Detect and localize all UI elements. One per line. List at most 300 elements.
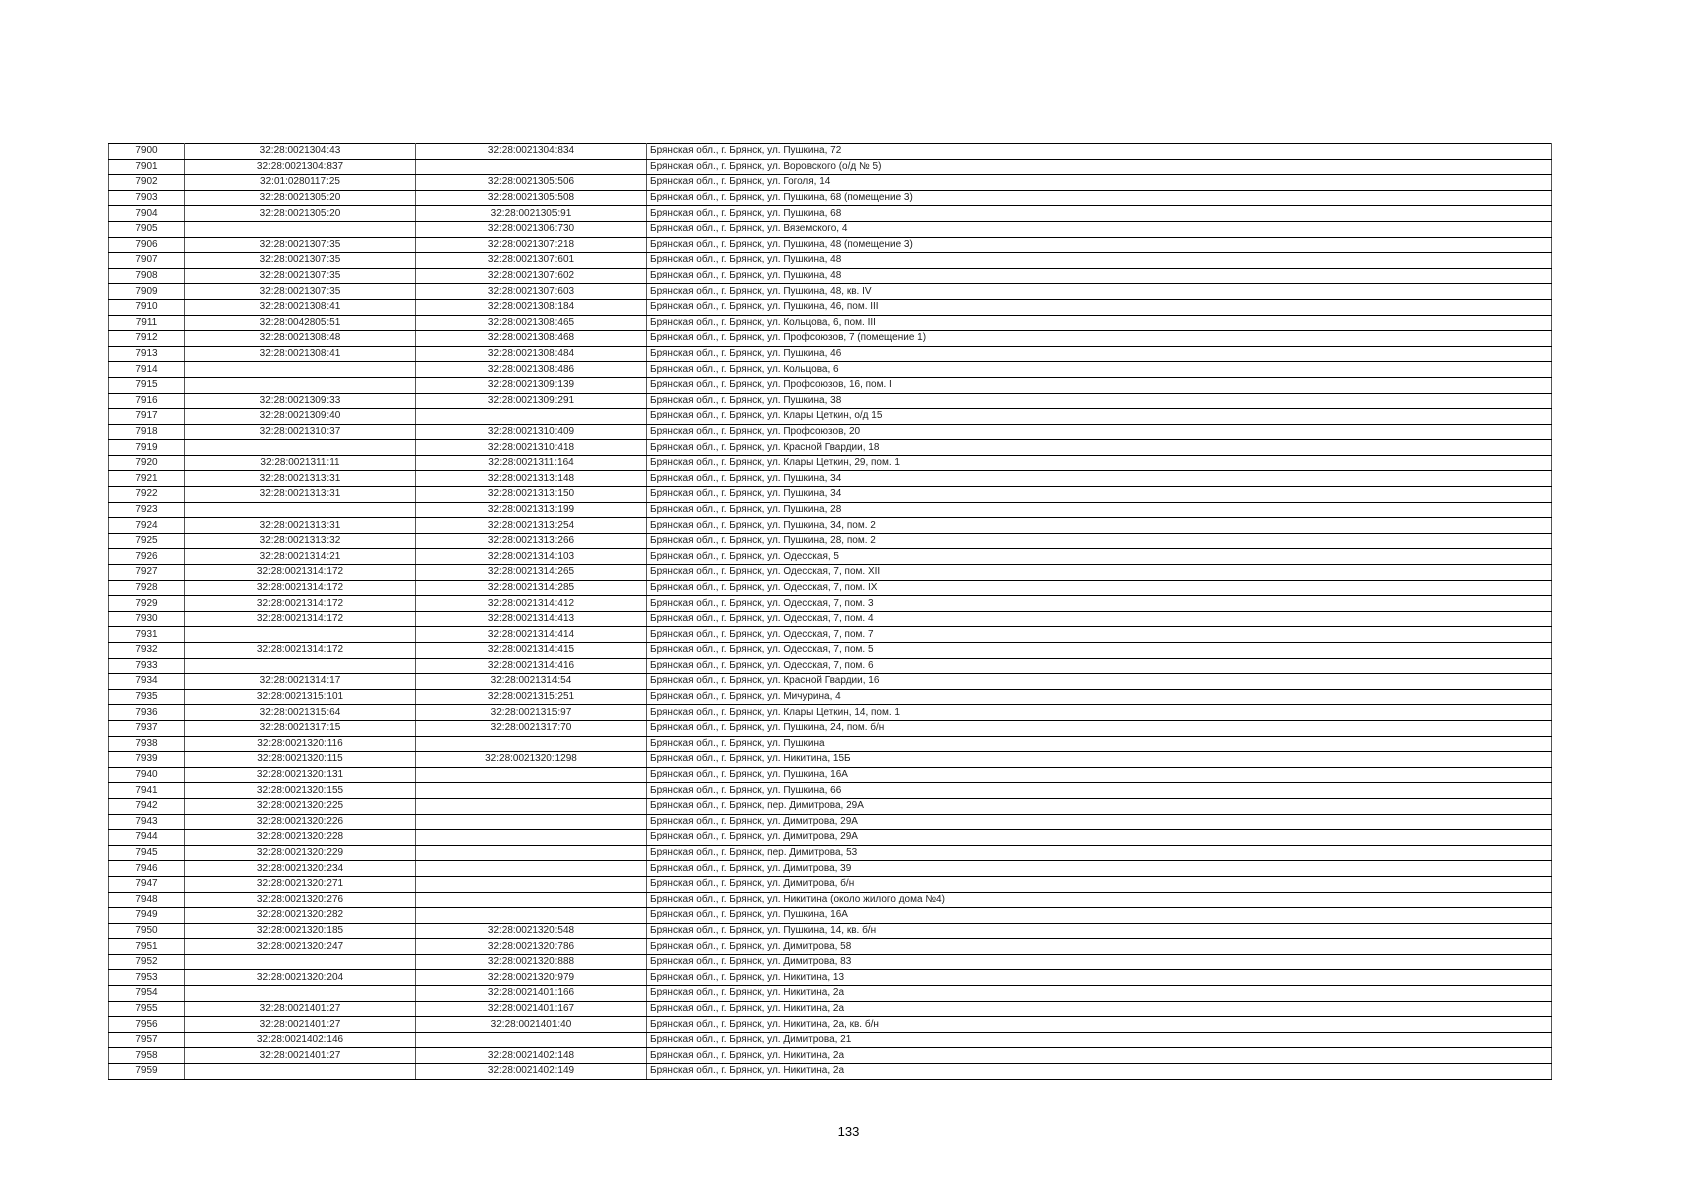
address-cell: Брянская обл., г. Брянск, пер. Димитрова, 53 <box>647 845 1552 861</box>
address-cell: Брянская обл., г. Брянск, ул. Одесская, 7, пом. 7 <box>647 627 1552 643</box>
cadastral-number-cell: 32:28:0021314:172 <box>185 596 416 612</box>
address-cell: Брянская обл., г. Брянск, ул. Пушкина, 68 <box>647 206 1552 222</box>
cadastral-number-cell <box>185 377 416 393</box>
cadastral-number-cell <box>185 954 416 970</box>
address-cell: Брянская обл., г. Брянск, ул. Пушкина, 34 <box>647 471 1552 487</box>
cadastral-number-cell: 32:28:0021314:17 <box>185 674 416 690</box>
address-cell: Брянская обл., г. Брянск, ул. Воровского (о/д № 5) <box>647 159 1552 175</box>
row-number-cell: 7914 <box>109 362 185 378</box>
cadastral-number-cell: 32:28:0021314:172 <box>185 643 416 659</box>
object-cadastral-number-cell: 32:28:0021305:508 <box>416 190 647 206</box>
row-number-cell: 7925 <box>109 533 185 549</box>
address-cell: Брянская обл., г. Брянск, ул. Пушкина, 46 <box>647 346 1552 362</box>
object-cadastral-number-cell: 32:28:0021320:888 <box>416 954 647 970</box>
row-number-cell: 7909 <box>109 284 185 300</box>
cadastral-number-cell: 32:28:0021308:41 <box>185 299 416 315</box>
address-cell: Брянская обл., г. Брянск, ул. Никитина, 2а <box>647 1064 1552 1080</box>
cadastral-number-cell: 32:28:0021320:247 <box>185 939 416 955</box>
address-cell: Брянская обл., г. Брянск, ул. Одесская, 7, пом. 3 <box>647 596 1552 612</box>
row-number-cell: 7951 <box>109 939 185 955</box>
registry-table <box>108 143 1552 1080</box>
object-cadastral-number-cell: 32:28:0021401:167 <box>416 1001 647 1017</box>
object-cadastral-number-cell: 32:28:0021314:412 <box>416 596 647 612</box>
object-cadastral-number-cell: 32:28:0021305:91 <box>416 206 647 222</box>
row-number-cell: 7955 <box>109 1001 185 1017</box>
object-cadastral-number-cell: 32:28:0021315:97 <box>416 705 647 721</box>
object-cadastral-number-cell: 32:28:0021313:148 <box>416 471 647 487</box>
cadastral-number-cell: 32:28:0021307:35 <box>185 237 416 253</box>
row-number-cell: 7904 <box>109 206 185 222</box>
cadastral-number-cell <box>185 986 416 1002</box>
object-cadastral-number-cell: 32:28:0021320:979 <box>416 970 647 986</box>
table-row <box>109 502 1552 518</box>
address-cell: Брянская обл., г. Брянск, ул. Пушкина, 28 <box>647 502 1552 518</box>
cadastral-number-cell: 32:28:0021314:172 <box>185 580 416 596</box>
table-row <box>109 596 1552 612</box>
object-cadastral-number-cell <box>416 908 647 924</box>
table-row <box>109 237 1552 253</box>
row-number-cell: 7946 <box>109 861 185 877</box>
object-cadastral-number-cell: 32:28:0021314:413 <box>416 611 647 627</box>
table-row <box>109 970 1552 986</box>
address-cell: Брянская обл., г. Брянск, ул. Вяземского, 4 <box>647 221 1552 237</box>
object-cadastral-number-cell: 32:28:0021304:834 <box>416 144 647 160</box>
object-cadastral-number-cell: 32:28:0021308:465 <box>416 315 647 331</box>
cadastral-number-cell: 32:28:0021401:27 <box>185 1048 416 1064</box>
table-row <box>109 954 1552 970</box>
table-row <box>109 798 1552 814</box>
object-cadastral-number-cell <box>416 830 647 846</box>
table-row <box>109 720 1552 736</box>
registry-table-body <box>109 144 1552 1080</box>
table-row <box>109 1017 1552 1033</box>
row-number-cell: 7922 <box>109 487 185 503</box>
cadastral-number-cell <box>185 627 416 643</box>
table-row <box>109 643 1552 659</box>
table-row <box>109 377 1552 393</box>
table-row <box>109 487 1552 503</box>
cadastral-number-cell: 32:28:0021315:64 <box>185 705 416 721</box>
table-row <box>109 830 1552 846</box>
table-row <box>109 939 1552 955</box>
cadastral-number-cell <box>185 1064 416 1080</box>
address-cell: Брянская обл., г. Брянск, ул. Одесская, 7, пом. XII <box>647 565 1552 581</box>
address-cell: Брянская обл., г. Брянск, ул. Никитина, 2а <box>647 986 1552 1002</box>
address-cell: Брянская обл., г. Брянск, ул. Никитина, 2а, кв. б/н <box>647 1017 1552 1033</box>
cadastral-number-cell: 32:28:0021314:21 <box>185 549 416 565</box>
table-row <box>109 221 1552 237</box>
table-row <box>109 393 1552 409</box>
table-row <box>109 533 1552 549</box>
row-number-cell: 7907 <box>109 253 185 269</box>
address-cell: Брянская обл., г. Брянск, ул. Димитрова, 21 <box>647 1032 1552 1048</box>
cadastral-number-cell <box>185 221 416 237</box>
object-cadastral-number-cell <box>416 798 647 814</box>
row-number-cell: 7910 <box>109 299 185 315</box>
row-number-cell: 7932 <box>109 643 185 659</box>
address-cell: Брянская обл., г. Брянск, ул. Одесская, 7, пом. 5 <box>647 643 1552 659</box>
cadastral-number-cell: 32:28:0021320:204 <box>185 970 416 986</box>
object-cadastral-number-cell: 32:28:0021320:786 <box>416 939 647 955</box>
address-cell: Брянская обл., г. Брянск, ул. Одесская, 7, пом. 4 <box>647 611 1552 627</box>
address-cell: Брянская обл., г. Брянск, ул. Никитина, 2а <box>647 1001 1552 1017</box>
object-cadastral-number-cell: 32:28:0021313:266 <box>416 533 647 549</box>
table-row <box>109 861 1552 877</box>
row-number-cell: 7915 <box>109 377 185 393</box>
address-cell: Брянская обл., г. Брянск, ул. Гоголя, 14 <box>647 175 1552 191</box>
object-cadastral-number-cell: 32:28:0021308:468 <box>416 331 647 347</box>
table-row <box>109 253 1552 269</box>
object-cadastral-number-cell: 32:28:0021314:415 <box>416 643 647 659</box>
table-row <box>109 814 1552 830</box>
table-row <box>109 159 1552 175</box>
table-row <box>109 908 1552 924</box>
object-cadastral-number-cell: 32:28:0021313:199 <box>416 502 647 518</box>
address-cell: Брянская обл., г. Брянск, ул. Пушкина, 48, кв. IV <box>647 284 1552 300</box>
address-cell: Брянская обл., г. Брянск, ул. Димитрова, 39 <box>647 861 1552 877</box>
row-number-cell: 7957 <box>109 1032 185 1048</box>
object-cadastral-number-cell: 32:28:0021310:418 <box>416 440 647 456</box>
row-number-cell: 7950 <box>109 923 185 939</box>
object-cadastral-number-cell: 32:28:0021401:166 <box>416 986 647 1002</box>
row-number-cell: 7958 <box>109 1048 185 1064</box>
address-cell: Брянская обл., г. Брянск, ул. Пушкина, 72 <box>647 144 1552 160</box>
cadastral-number-cell: 32:28:0021320:115 <box>185 752 416 768</box>
cadastral-number-cell: 32:28:0021320:116 <box>185 736 416 752</box>
cadastral-number-cell: 32:28:0021305:20 <box>185 206 416 222</box>
address-cell: Брянская обл., г. Брянск, ул. Димитрова, 83 <box>647 954 1552 970</box>
object-cadastral-number-cell <box>416 1032 647 1048</box>
row-number-cell: 7931 <box>109 627 185 643</box>
address-cell: Брянская обл., г. Брянск, ул. Димитрова, 29А <box>647 814 1552 830</box>
cadastral-number-cell: 32:28:0021401:27 <box>185 1017 416 1033</box>
table-row <box>109 346 1552 362</box>
row-number-cell: 7934 <box>109 674 185 690</box>
cadastral-number-cell: 32:28:0021314:172 <box>185 565 416 581</box>
row-number-cell: 7917 <box>109 409 185 425</box>
row-number-cell: 7945 <box>109 845 185 861</box>
object-cadastral-number-cell: 32:28:0021309:139 <box>416 377 647 393</box>
object-cadastral-number-cell <box>416 861 647 877</box>
table-row <box>109 144 1552 160</box>
table-row <box>109 1001 1552 1017</box>
row-number-cell: 7956 <box>109 1017 185 1033</box>
table-row <box>109 658 1552 674</box>
table-row <box>109 876 1552 892</box>
table-row <box>109 1032 1552 1048</box>
object-cadastral-number-cell <box>416 814 647 830</box>
object-cadastral-number-cell <box>416 767 647 783</box>
address-cell: Брянская обл., г. Брянск, ул. Никитина, 15Б <box>647 752 1552 768</box>
row-number-cell: 7933 <box>109 658 185 674</box>
table-row <box>109 268 1552 284</box>
cadastral-number-cell: 32:28:0021320:226 <box>185 814 416 830</box>
row-number-cell: 7916 <box>109 393 185 409</box>
cadastral-number-cell: 32:28:0021402:146 <box>185 1032 416 1048</box>
cadastral-number-cell: 32:28:0021309:40 <box>185 409 416 425</box>
object-cadastral-number-cell: 32:28:0021315:251 <box>416 689 647 705</box>
row-number-cell: 7927 <box>109 565 185 581</box>
row-number-cell: 7937 <box>109 720 185 736</box>
table-row <box>109 736 1552 752</box>
object-cadastral-number-cell: 32:28:0021401:40 <box>416 1017 647 1033</box>
table-row <box>109 565 1552 581</box>
row-number-cell: 7941 <box>109 783 185 799</box>
table-row <box>109 689 1552 705</box>
address-cell: Брянская обл., г. Брянск, ул. Пушкина, 46, пом. III <box>647 299 1552 315</box>
object-cadastral-number-cell: 32:28:0021314:265 <box>416 565 647 581</box>
table-row <box>109 331 1552 347</box>
object-cadastral-number-cell <box>416 409 647 425</box>
address-cell: Брянская обл., г. Брянск, ул. Кольцова, 6 <box>647 362 1552 378</box>
address-cell: Брянская обл., г. Брянск, ул. Пушкина <box>647 736 1552 752</box>
address-cell: Брянская обл., г. Брянск, ул. Димитрова, б/н <box>647 876 1552 892</box>
row-number-cell: 7939 <box>109 752 185 768</box>
object-cadastral-number-cell: 32:28:0021308:484 <box>416 346 647 362</box>
object-cadastral-number-cell: 32:28:0021317:70 <box>416 720 647 736</box>
cadastral-number-cell <box>185 362 416 378</box>
row-number-cell: 7905 <box>109 221 185 237</box>
row-number-cell: 7954 <box>109 986 185 1002</box>
object-cadastral-number-cell: 32:28:0021402:149 <box>416 1064 647 1080</box>
cadastral-number-cell: 32:28:0021320:185 <box>185 923 416 939</box>
address-cell: Брянская обл., г. Брянск, ул. Пушкина, 48 <box>647 253 1552 269</box>
row-number-cell: 7901 <box>109 159 185 175</box>
table-row <box>109 892 1552 908</box>
object-cadastral-number-cell <box>416 892 647 908</box>
object-cadastral-number-cell <box>416 783 647 799</box>
address-cell: Брянская обл., г. Брянск, ул. Пушкина, 66 <box>647 783 1552 799</box>
table-row <box>109 315 1552 331</box>
address-cell: Брянская обл., г. Брянск, ул. Одесская, 7, пом. IX <box>647 580 1552 596</box>
table-row <box>109 299 1552 315</box>
table-row <box>109 752 1552 768</box>
row-number-cell: 7944 <box>109 830 185 846</box>
address-cell: Брянская обл., г. Брянск, ул. Пушкина, 16А <box>647 908 1552 924</box>
table-row <box>109 783 1552 799</box>
table-row <box>109 440 1552 456</box>
row-number-cell: 7900 <box>109 144 185 160</box>
address-cell: Брянская обл., г. Брянск, ул. Профсоюзов, 16, пом. I <box>647 377 1552 393</box>
table-row <box>109 986 1552 1002</box>
table-row <box>109 674 1552 690</box>
object-cadastral-number-cell: 32:28:0021310:409 <box>416 424 647 440</box>
row-number-cell: 7948 <box>109 892 185 908</box>
row-number-cell: 7911 <box>109 315 185 331</box>
cadastral-number-cell <box>185 440 416 456</box>
table-row <box>109 580 1552 596</box>
object-cadastral-number-cell: 32:28:0021313:150 <box>416 487 647 503</box>
row-number-cell: 7929 <box>109 596 185 612</box>
address-cell: Брянская обл., г. Брянск, ул. Пушкина, 34 <box>647 487 1552 503</box>
table-row <box>109 767 1552 783</box>
row-number-cell: 7938 <box>109 736 185 752</box>
table-row <box>109 923 1552 939</box>
address-cell: Брянская обл., г. Брянск, ул. Клары Цеткин, 29, пом. 1 <box>647 455 1552 471</box>
cadastral-number-cell <box>185 502 416 518</box>
address-cell: Брянская обл., г. Брянск, ул. Пушкина, 28, пом. 2 <box>647 533 1552 549</box>
address-cell: Брянская обл., г. Брянск, ул. Пушкина, 24, пом. б/н <box>647 720 1552 736</box>
row-number-cell: 7920 <box>109 455 185 471</box>
object-cadastral-number-cell: 32:28:0021314:416 <box>416 658 647 674</box>
address-cell: Брянская обл., г. Брянск, ул. Пушкина, 38 <box>647 393 1552 409</box>
cadastral-number-cell: 32:28:0021320:229 <box>185 845 416 861</box>
address-cell: Брянская обл., г. Брянск, ул. Никитина (около жилого дома №4) <box>647 892 1552 908</box>
cadastral-number-cell: 32:28:0021310:37 <box>185 424 416 440</box>
row-number-cell: 7942 <box>109 798 185 814</box>
object-cadastral-number-cell: 32:28:0021320:548 <box>416 923 647 939</box>
cadastral-number-cell: 32:01:0280117:25 <box>185 175 416 191</box>
address-cell: Брянская обл., г. Брянск, ул. Пушкина, 68 (помещение 3) <box>647 190 1552 206</box>
address-cell: Брянская обл., г. Брянск, ул. Профсоюзов, 7 (помещение 1) <box>647 331 1552 347</box>
address-cell: Брянская обл., г. Брянск, ул. Клары Цеткин, 14, пом. 1 <box>647 705 1552 721</box>
object-cadastral-number-cell: 32:28:0021308:184 <box>416 299 647 315</box>
address-cell: Брянская обл., г. Брянск, ул. Никитина, 2а <box>647 1048 1552 1064</box>
cadastral-number-cell: 32:28:0021320:271 <box>185 876 416 892</box>
cadastral-number-cell: 32:28:0021307:35 <box>185 284 416 300</box>
address-cell: Брянская обл., г. Брянск, ул. Одесская, 5 <box>647 549 1552 565</box>
cadastral-number-cell: 32:28:0021320:225 <box>185 798 416 814</box>
table-row <box>109 409 1552 425</box>
object-cadastral-number-cell: 32:28:0021313:254 <box>416 518 647 534</box>
cadastral-number-cell: 32:28:0021314:172 <box>185 611 416 627</box>
cadastral-number-cell: 32:28:0021320:234 <box>185 861 416 877</box>
row-number-cell: 7923 <box>109 502 185 518</box>
address-cell: Брянская обл., г. Брянск, ул. Одесская, 7, пом. 6 <box>647 658 1552 674</box>
address-cell: Брянская обл., г. Брянск, ул. Пушкина, 34, пом. 2 <box>647 518 1552 534</box>
object-cadastral-number-cell <box>416 736 647 752</box>
row-number-cell: 7924 <box>109 518 185 534</box>
table-row <box>109 611 1552 627</box>
cadastral-number-cell: 32:28:0021320:276 <box>185 892 416 908</box>
object-cadastral-number-cell: 32:28:0021320:1298 <box>416 752 647 768</box>
table-row <box>109 362 1552 378</box>
object-cadastral-number-cell: 32:28:0021311:164 <box>416 455 647 471</box>
address-cell: Брянская обл., г. Брянск, ул. Пушкина, 16А <box>647 767 1552 783</box>
row-number-cell: 7928 <box>109 580 185 596</box>
cadastral-number-cell: 32:28:0021313:31 <box>185 471 416 487</box>
address-cell: Брянская обл., г. Брянск, ул. Пушкина, 48 <box>647 268 1552 284</box>
row-number-cell: 7935 <box>109 689 185 705</box>
cadastral-number-cell: 32:28:0042805:51 <box>185 315 416 331</box>
cadastral-number-cell: 32:28:0021305:20 <box>185 190 416 206</box>
row-number-cell: 7903 <box>109 190 185 206</box>
row-number-cell: 7912 <box>109 331 185 347</box>
address-cell: Брянская обл., г. Брянск, ул. Пушкина, 48 (помещение 3) <box>647 237 1552 253</box>
table-row <box>109 549 1552 565</box>
table-row <box>109 424 1552 440</box>
row-number-cell: 7949 <box>109 908 185 924</box>
cadastral-number-cell: 32:28:0021308:41 <box>185 346 416 362</box>
cadastral-number-cell: 32:28:0021304:43 <box>185 144 416 160</box>
address-cell: Брянская обл., г. Брянск, ул. Красной Гвардии, 16 <box>647 674 1552 690</box>
row-number-cell: 7952 <box>109 954 185 970</box>
table-row <box>109 1048 1552 1064</box>
object-cadastral-number-cell <box>416 159 647 175</box>
cadastral-number-cell: 32:28:0021320:155 <box>185 783 416 799</box>
object-cadastral-number-cell: 32:28:0021305:506 <box>416 175 647 191</box>
table-row <box>109 471 1552 487</box>
object-cadastral-number-cell: 32:28:0021307:601 <box>416 253 647 269</box>
address-cell: Брянская обл., г. Брянск, ул. Мичурина, 4 <box>647 689 1552 705</box>
address-cell: Брянская обл., г. Брянск, ул. Кольцова, 6, пом. III <box>647 315 1552 331</box>
address-cell: Брянская обл., г. Брянск, ул. Димитрова, 58 <box>647 939 1552 955</box>
cadastral-number-cell: 32:28:0021401:27 <box>185 1001 416 1017</box>
cadastral-number-cell: 32:28:0021320:131 <box>185 767 416 783</box>
row-number-cell: 7959 <box>109 1064 185 1080</box>
cadastral-number-cell: 32:28:0021317:15 <box>185 720 416 736</box>
cadastral-number-cell: 32:28:0021308:48 <box>185 331 416 347</box>
object-cadastral-number-cell: 32:28:0021314:285 <box>416 580 647 596</box>
row-number-cell: 7918 <box>109 424 185 440</box>
address-cell: Брянская обл., г. Брянск, ул. Профсоюзов, 20 <box>647 424 1552 440</box>
page-number: 133 <box>837 1124 860 1139</box>
cadastral-number-cell <box>185 658 416 674</box>
object-cadastral-number-cell: 32:28:0021307:602 <box>416 268 647 284</box>
address-cell: Брянская обл., г. Брянск, ул. Клары Цеткин, о/д 15 <box>647 409 1552 425</box>
object-cadastral-number-cell: 32:28:0021314:103 <box>416 549 647 565</box>
cadastral-number-cell: 32:28:0021307:35 <box>185 268 416 284</box>
cadastral-number-cell: 32:28:0021320:228 <box>185 830 416 846</box>
object-cadastral-number-cell: 32:28:0021309:291 <box>416 393 647 409</box>
row-number-cell: 7926 <box>109 549 185 565</box>
table-row <box>109 175 1552 191</box>
row-number-cell: 7921 <box>109 471 185 487</box>
address-cell: Брянская обл., г. Брянск, пер. Димитрова, 29А <box>647 798 1552 814</box>
cadastral-number-cell: 32:28:0021320:282 <box>185 908 416 924</box>
row-number-cell: 7947 <box>109 876 185 892</box>
table-row <box>109 284 1552 300</box>
table-row <box>109 1064 1552 1080</box>
cadastral-number-cell: 32:28:0021315:101 <box>185 689 416 705</box>
address-cell: Брянская обл., г. Брянск, ул. Никитина, 13 <box>647 970 1552 986</box>
row-number-cell: 7902 <box>109 175 185 191</box>
row-number-cell: 7908 <box>109 268 185 284</box>
object-cadastral-number-cell: 32:28:0021402:148 <box>416 1048 647 1064</box>
object-cadastral-number-cell: 32:28:0021306:730 <box>416 221 647 237</box>
table-row <box>109 518 1552 534</box>
table-row <box>109 627 1552 643</box>
object-cadastral-number-cell: 32:28:0021314:54 <box>416 674 647 690</box>
cadastral-number-cell: 32:28:0021307:35 <box>185 253 416 269</box>
cadastral-number-cell: 32:28:0021313:32 <box>185 533 416 549</box>
row-number-cell: 7919 <box>109 440 185 456</box>
object-cadastral-number-cell <box>416 845 647 861</box>
row-number-cell: 7943 <box>109 814 185 830</box>
cadastral-number-cell: 32:28:0021313:31 <box>185 518 416 534</box>
row-number-cell: 7930 <box>109 611 185 627</box>
object-cadastral-number-cell: 32:28:0021308:486 <box>416 362 647 378</box>
table-row <box>109 455 1552 471</box>
object-cadastral-number-cell: 32:28:0021307:218 <box>416 237 647 253</box>
table-row <box>109 705 1552 721</box>
table-row <box>109 190 1552 206</box>
row-number-cell: 7913 <box>109 346 185 362</box>
cadastral-number-cell: 32:28:0021311:11 <box>185 455 416 471</box>
row-number-cell: 7936 <box>109 705 185 721</box>
object-cadastral-number-cell <box>416 876 647 892</box>
address-cell: Брянская обл., г. Брянск, ул. Пушкина, 14, кв. б/н <box>647 923 1552 939</box>
cadastral-number-cell: 32:28:0021304:837 <box>185 159 416 175</box>
object-cadastral-number-cell: 32:28:0021314:414 <box>416 627 647 643</box>
row-number-cell: 7906 <box>109 237 185 253</box>
table-row <box>109 206 1552 222</box>
cadastral-number-cell: 32:28:0021309:33 <box>185 393 416 409</box>
object-cadastral-number-cell: 32:28:0021307:603 <box>416 284 647 300</box>
address-cell: Брянская обл., г. Брянск, ул. Красной Гвардии, 18 <box>647 440 1552 456</box>
row-number-cell: 7940 <box>109 767 185 783</box>
table-row <box>109 845 1552 861</box>
